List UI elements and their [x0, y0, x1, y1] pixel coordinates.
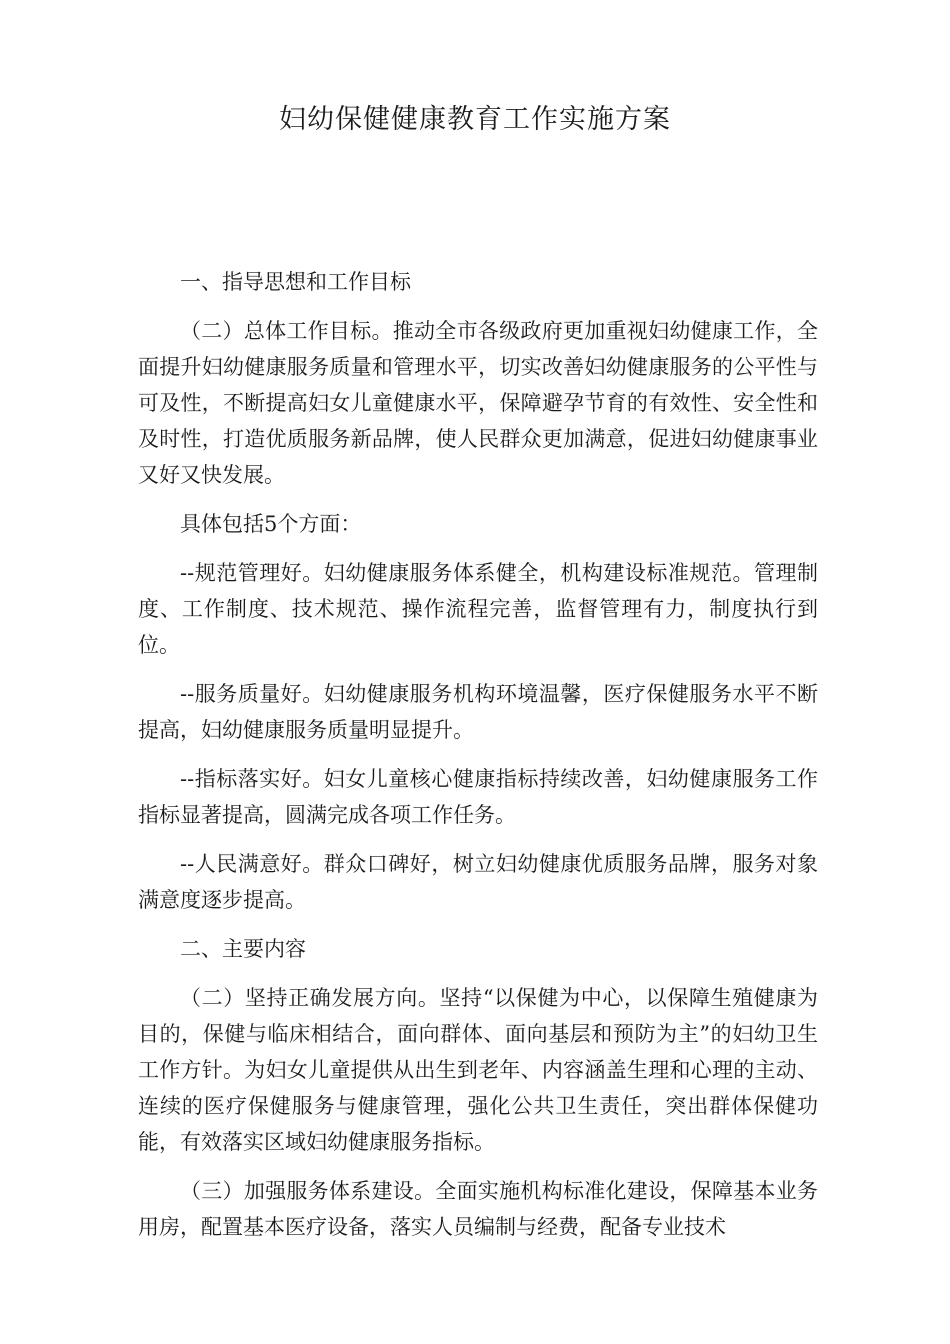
- paragraph: （三）加强服务体系建设。全面实施机构标准化建设，保障基本业务用房，配置基本医疗设备，落实人员编制与经费，配备专业技术: [138, 1179, 818, 1239]
- paragraph: 具体包括5个方面：: [180, 512, 362, 536]
- paragraph: （二）坚持正确发展方向。坚持“以保健为中心，以保障生殖健康为目的，保健与临床相结合，面向群体、面向基层和预防为主”的妇幼卫生工作方针。为妇女儿童提供从出生到老年、内容涵盖生理和心理的主动、连续的医疗保健服务与健康管理，强化公共卫生责任，突出群体保健功能，有效落实区域妇幼健康服务指标。: [138, 986, 818, 1154]
- section-heading: 一、指导思想和工作目标: [180, 270, 411, 294]
- document-title: 妇幼保健健康教育工作实施方案: [279, 104, 671, 135]
- paragraph: --规范管理好。妇幼健康服务体系健全，机构建设标准规范。管理制度、工作制度、技术规范、操作流程完善，监督管理有力，制度执行到位。: [138, 561, 818, 657]
- paragraph: --指标落实好。妇女儿童核心健康指标持续改善，妇幼健康服务工作指标显著提高，圆满完成各项工作任务。: [138, 767, 818, 827]
- document-body: [138, 264, 818, 1258]
- paragraph: --人民满意好。群众口碑好，树立妇幼健康优质服务品牌，服务对象满意度逐步提高。: [138, 852, 818, 912]
- paragraph: （二）总体工作目标。推动全市各级政府更加重视妇幼健康工作，全面提升妇幼健康服务质量和管理水平，切实改善妇幼健康服务的公平性与可及性，不断提高妇女儿童健康水平，保障避孕节育的有效性、安全性和及时性，打造优质服务新品牌，使人民群众更加满意，促进妇幼健康事业又好又快发展。: [138, 319, 818, 487]
- section-heading: 二、主要内容: [180, 937, 306, 961]
- paragraph: --服务质量好。妇幼健康服务机构环境温馨，医疗保健服务水平不断提高，妇幼健康服务质量明显提升。: [138, 682, 818, 742]
